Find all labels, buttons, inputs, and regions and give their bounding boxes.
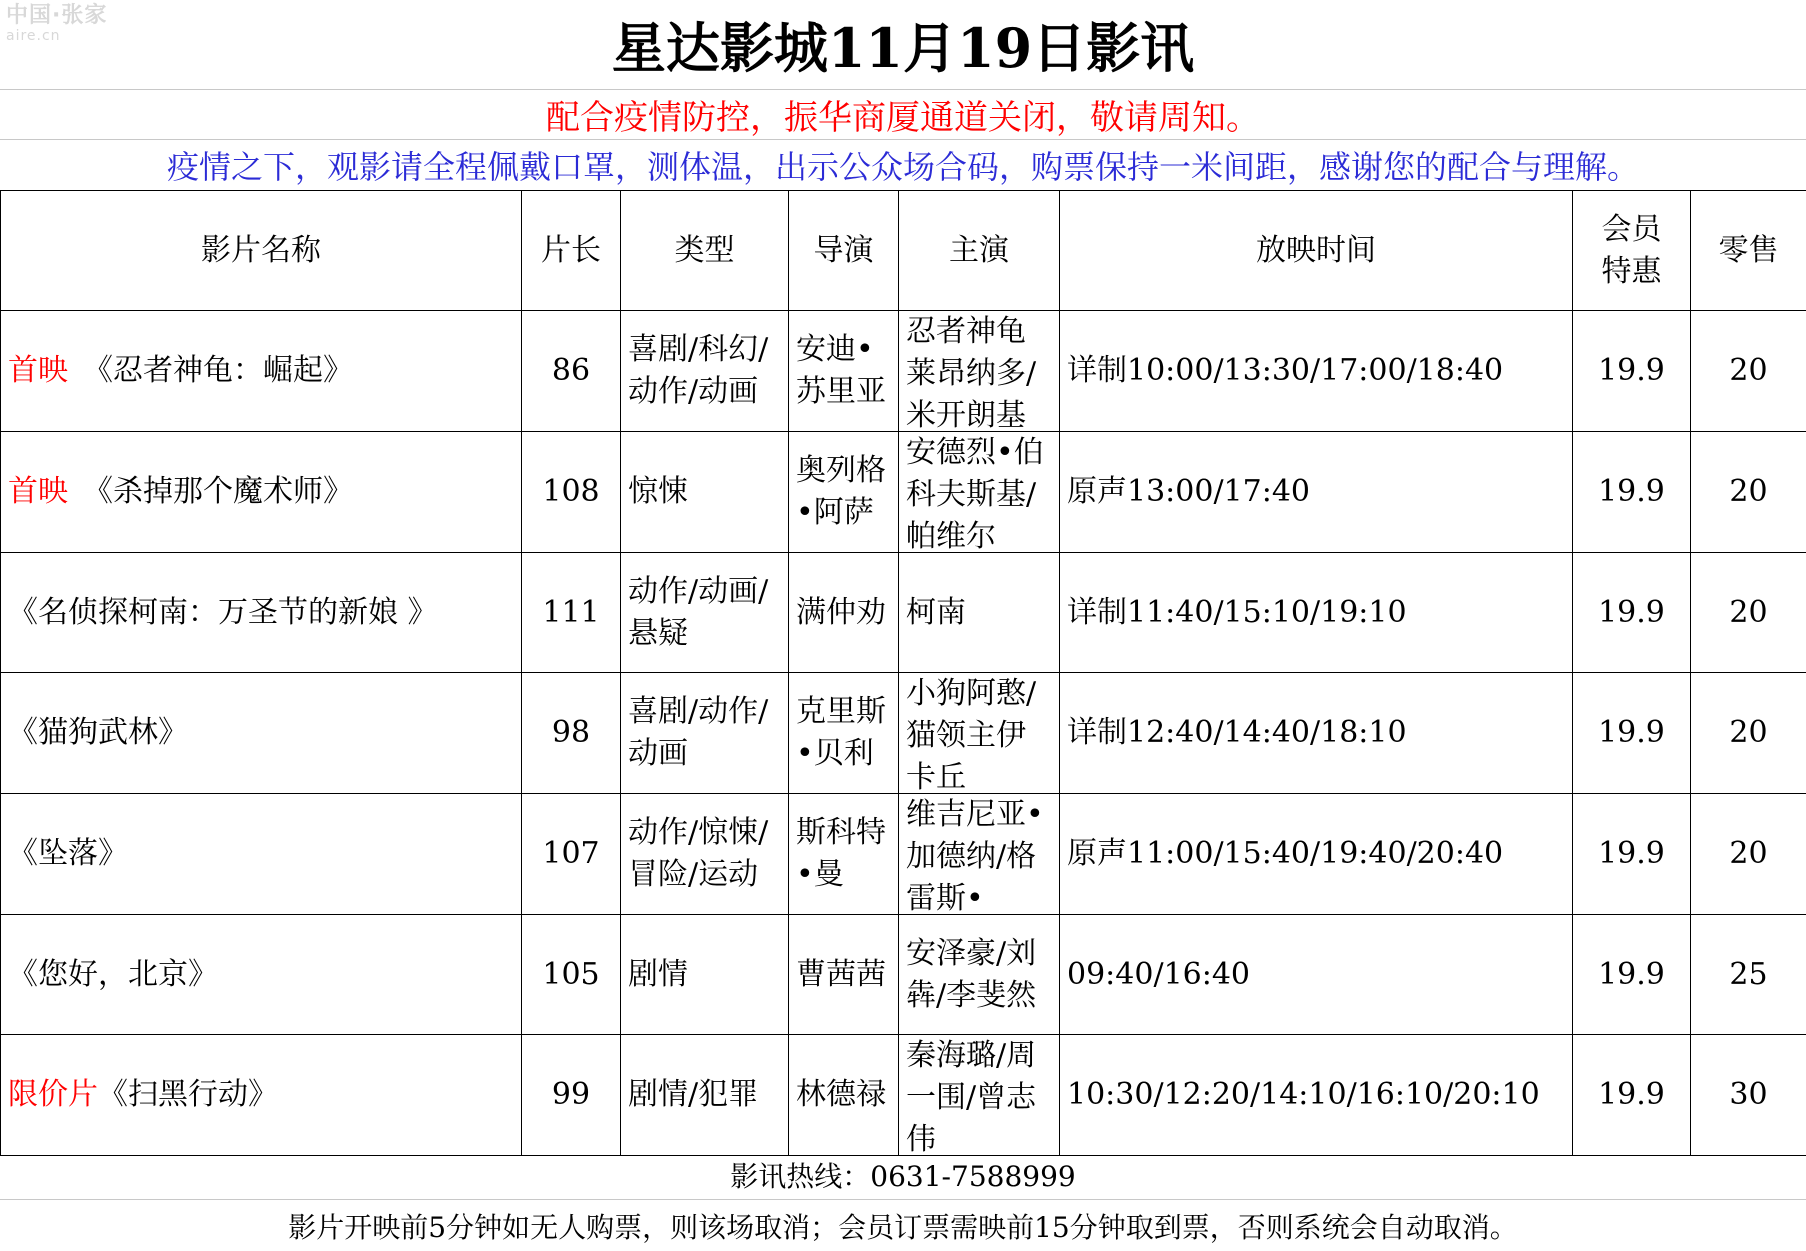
notice-blue: 疫情之下，观影请全程佩戴口罩，测体温，出示公众场合码，购票保持一米间距，感谢您的配合与理解。 — [166, 148, 1639, 186]
header-genre: 类型 — [621, 191, 789, 311]
movie-title: 《扫黑行动》 — [98, 1077, 278, 1112]
footer-note: 影片开映前5分钟如无人购票，则该场取消；会员订票需映前15分钟取到票，否则系统会自动取消。 — [288, 1210, 1518, 1244]
cast-cell — [899, 553, 1060, 673]
cast-text: 柯南 — [906, 594, 966, 630]
genre-cell — [621, 1035, 789, 1156]
retail-price-text: 20 — [1729, 715, 1768, 750]
director-cell — [789, 1035, 899, 1156]
length-cell — [522, 1035, 621, 1156]
movie-name-cell — [1, 673, 522, 794]
cast-cell — [899, 915, 1060, 1035]
genre-text: 喜剧/科幻/动作/动画 — [628, 332, 769, 409]
member-price-cell — [1573, 432, 1691, 553]
showtimes-text: 09:40/16:40 — [1067, 956, 1251, 992]
director-text: 斯科特•曼 — [796, 815, 886, 892]
table-row — [1, 311, 1806, 432]
cast-text: 安泽豪/刘犇/李斐然 — [906, 935, 1037, 1013]
release-tag: 首映 — [8, 353, 68, 388]
member-price-text: 19.9 — [1598, 474, 1665, 509]
genre-text: 动作/惊悚/冒险/运动 — [628, 815, 769, 892]
director-text: 林德禄 — [796, 1077, 886, 1112]
member-price-cell — [1573, 553, 1691, 673]
genre-cell — [621, 553, 789, 673]
header-member — [1573, 191, 1691, 311]
length-text: 105 — [542, 956, 600, 992]
showtimes-text: 详制10:00/13:30/17:00/18:40 — [1067, 353, 1504, 388]
retail-price-text: 25 — [1729, 956, 1768, 992]
director-cell — [789, 432, 899, 553]
member-price-text: 19.9 — [1598, 353, 1665, 388]
retail-price-cell — [1691, 915, 1806, 1035]
movie-name-cell — [1, 915, 522, 1035]
retail-price-cell — [1691, 311, 1806, 432]
retail-price-cell — [1691, 794, 1806, 915]
retail-price-text: 20 — [1729, 353, 1768, 388]
movie-title: 《名侦探柯南：万圣节的新娘 》 — [8, 594, 438, 630]
genre-text: 喜剧/动作/动画 — [628, 694, 769, 771]
showtimes-cell — [1060, 673, 1573, 794]
cast-cell — [899, 673, 1060, 794]
watermark-text: 中国·张家 — [6, 3, 108, 28]
cast-text: 维吉尼亚•加德纳/格雷斯• — [906, 797, 1044, 914]
retail-price-text: 30 — [1729, 1077, 1768, 1112]
showtimes-text: 详制12:40/14:40/18:10 — [1067, 715, 1407, 750]
length-text: 99 — [551, 1077, 591, 1112]
genre-text: 剧情/犯罪 — [628, 1077, 759, 1112]
showtimes-cell — [1060, 432, 1573, 553]
table-row — [1, 1035, 1806, 1156]
movie-title: 《您好，北京》 — [8, 956, 218, 992]
cast-cell — [899, 432, 1060, 553]
movie-name-cell — [1, 432, 522, 553]
movie-rows — [1, 311, 1806, 1156]
showtimes-text: 原声13:00/17:40 — [1067, 474, 1311, 509]
length-cell — [522, 311, 621, 432]
header-director: 导演 — [789, 191, 899, 311]
movie-name-cell — [1, 1035, 522, 1156]
genre-cell — [621, 915, 789, 1035]
showtimes-cell — [1060, 794, 1573, 915]
notice-red: 配合疫情防控，振华商厦通道关闭，敬请周知。 — [0, 90, 1806, 140]
showtimes-cell — [1060, 915, 1573, 1035]
genre-cell — [621, 794, 789, 915]
cast-text: 安德烈•伯科夫斯基/帕维尔 — [906, 435, 1044, 552]
retail-price-cell — [1691, 553, 1806, 673]
director-text: 克里斯•贝利 — [796, 694, 886, 771]
cast-cell — [899, 794, 1060, 915]
movie-title: 《忍者神龟：崛起》 — [98, 353, 353, 388]
length-cell — [522, 915, 621, 1035]
length-cell — [522, 432, 621, 553]
movie-title: 《坠落》 — [8, 836, 128, 871]
director-cell — [789, 673, 899, 794]
showtimes-cell — [1060, 311, 1573, 432]
showtimes-text: 10:30/12:20/14:10/16:10/20:10 — [1067, 1077, 1540, 1112]
member-price-text: 19.9 — [1598, 836, 1665, 871]
retail-price-text: 20 — [1729, 594, 1768, 630]
table-row — [1, 794, 1806, 915]
cast-text: 小狗阿憨/猫领主伊卡丘 — [906, 676, 1037, 793]
length-text: 86 — [551, 353, 591, 388]
cast-cell — [899, 1035, 1060, 1156]
length-cell — [522, 794, 621, 915]
header-showtimes: 放映时间 — [1060, 191, 1573, 311]
table-row — [1, 673, 1806, 794]
director-text: 安迪•苏里亚 — [796, 332, 886, 409]
length-text: 98 — [551, 715, 591, 750]
movie-name-cell — [1, 553, 522, 673]
header-member-line1: 会员 — [1601, 211, 1662, 247]
cast-cell — [899, 311, 1060, 432]
movie-name-cell — [1, 311, 522, 432]
retail-price-cell — [1691, 432, 1806, 553]
director-cell — [789, 794, 899, 915]
length-text: 108 — [542, 474, 600, 509]
length-cell — [522, 553, 621, 673]
retail-price-text: 20 — [1729, 474, 1768, 509]
director-text: 满仲劝 — [796, 594, 886, 630]
director-text: 奥列格•阿萨 — [796, 453, 886, 530]
genre-text: 剧情 — [628, 956, 688, 992]
genre-cell — [621, 432, 789, 553]
table-row — [1, 432, 1806, 553]
header-retail: 零售 — [1691, 191, 1806, 311]
length-text: 107 — [542, 836, 600, 871]
member-price-cell — [1573, 1035, 1691, 1156]
director-text: 曹茜茜 — [796, 956, 886, 992]
movie-title: 《猫狗武林》 — [8, 715, 188, 750]
member-price-cell — [1573, 673, 1691, 794]
member-price-text: 19.9 — [1598, 1077, 1665, 1112]
member-price-text: 19.9 — [1598, 715, 1665, 750]
member-price-cell — [1573, 794, 1691, 915]
genre-text: 动作/动画/悬疑 — [628, 573, 769, 651]
director-cell — [789, 311, 899, 432]
length-text: 111 — [542, 594, 600, 630]
hotline: 影讯热线：0631-7588999 — [0, 1150, 1806, 1200]
showtimes-text: 原声11:00/15:40/19:40/20:40 — [1067, 836, 1504, 871]
header-member-line2: 特惠 — [1601, 253, 1662, 289]
page-title: 星达影城11月19日影讯 — [0, 0, 1806, 90]
table-row — [1, 553, 1806, 673]
length-cell — [522, 673, 621, 794]
table-row — [1, 915, 1806, 1035]
showtimes-text: 详制11:40/15:10/19:10 — [1067, 594, 1407, 630]
table-header-row — [1, 191, 1806, 311]
member-price-text: 19.9 — [1598, 956, 1665, 992]
director-cell — [789, 915, 899, 1035]
release-tag: 首映 — [8, 474, 68, 509]
showtimes-cell — [1060, 1035, 1573, 1156]
retail-price-text: 20 — [1729, 836, 1768, 871]
genre-cell — [621, 673, 789, 794]
member-price-text: 19.9 — [1598, 594, 1665, 630]
member-price-cell — [1573, 915, 1691, 1035]
member-price-cell — [1573, 311, 1691, 432]
header-length: 片长 — [522, 191, 621, 311]
cast-text: 秦海璐/周一围/曾志伟 — [906, 1038, 1037, 1155]
genre-text: 惊悚 — [628, 474, 688, 509]
cast-text: 忍者神龟莱昂纳多/米开朗基 — [906, 314, 1037, 431]
header-cast: 主演 — [899, 191, 1060, 311]
retail-price-cell — [1691, 673, 1806, 794]
genre-cell — [621, 311, 789, 432]
movie-name-cell — [1, 794, 522, 915]
header-name: 影片名称 — [1, 191, 522, 311]
movie-title: 《杀掉那个魔术师》 — [98, 474, 353, 509]
showtimes-cell — [1060, 553, 1573, 673]
schedule-table — [0, 190, 1806, 1156]
watermark-sub: aire.cn — [6, 28, 61, 44]
director-cell — [789, 553, 899, 673]
retail-price-cell — [1691, 1035, 1806, 1156]
release-tag: 限价片 — [8, 1077, 98, 1112]
